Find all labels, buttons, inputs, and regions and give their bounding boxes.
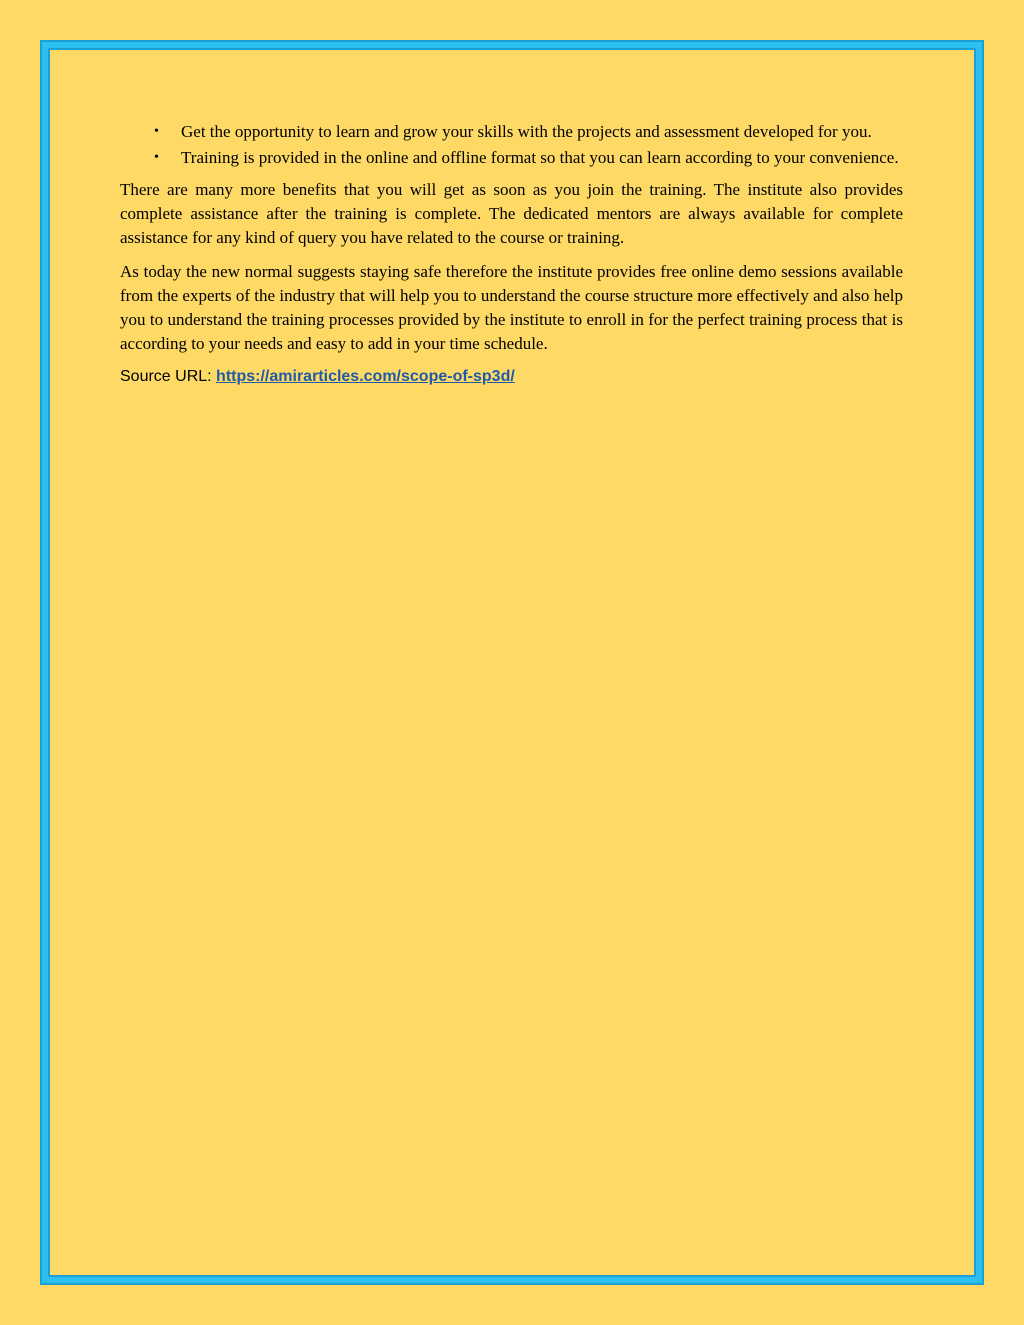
bullet-icon: • — [154, 150, 159, 165]
list-item — [120, 120, 903, 144]
list-item-text: Training is provided in the online and offline format so that you can learn according to your convenience. — [181, 148, 899, 167]
source-line — [120, 366, 903, 388]
benefits-list — [120, 120, 903, 170]
list-item — [120, 146, 903, 170]
paragraph-benefits: There are many more benefits that you will get as soon as you join the training. The institute also provides complete assistance after the training is complete. The dedicated mentors are always available for complete assistance for any kind of query you have related to the course or training. — [120, 180, 903, 247]
bullet-icon: • — [154, 124, 159, 139]
paragraph-demo-sessions: As today the new normal suggests staying safe therefore the institute provides free online demo sessions available from the experts of the industry that will help you to understand the course structure more effectively and also help you to understand the training processes provided by the institute to enroll in for the perfect training process that is according to your needs and easy to add in your time schedule. — [120, 262, 903, 353]
document-body — [120, 120, 903, 388]
source-label: Source URL: — [120, 368, 217, 385]
source-link[interactable]: https://amirarticles.com/scope-of-sp3d/ — [216, 368, 515, 385]
list-item-text: Get the opportunity to learn and grow your skills with the projects and assessment developed for you. — [181, 122, 872, 141]
